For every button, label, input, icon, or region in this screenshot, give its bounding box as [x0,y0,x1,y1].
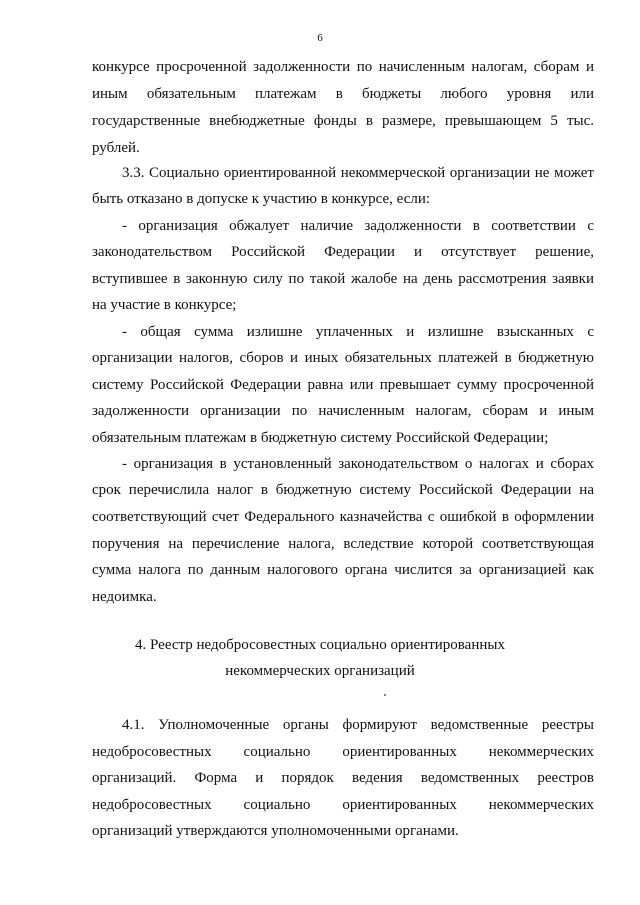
text-line: конкурсе просроченной задолженности по начисленным налогам, сборам и [92,59,594,75]
text-line: недобросовестных социально ориентированных некоммерческих [92,744,594,760]
page-number: 6 [317,32,323,44]
text-line: поручения на перечисление налога, вследствие которой соответствующая [92,536,594,552]
text-line: государственные внебюджетные фонды в размере, превышающем 5 тыс. [92,113,594,129]
text-line: - организация в установленный законодательством о налогах и сборах [122,456,594,472]
text-line: систему Российской Федерации равна или превышает сумму просроченной [92,377,594,393]
section-heading: 4. Реестр недобросовестных социально ориентированных [135,637,505,653]
text-line: недобросовестных социально ориентированных некоммерческих [92,797,594,813]
section-heading-continued: некоммерческих организаций [225,663,415,679]
text-line: законодательством Российской Федерации и отсутствует решение, [92,244,594,260]
text-line: соответствующий счет Федерального казначейства с ошибкой в оформлении [92,509,594,525]
text-line: быть отказано в допуске к участию в конкурсе, если: [92,191,431,207]
text-line: сумма налога по данным налогового органа числится за организацией как [92,562,594,578]
text-line: обязательным платежам в бюджетную систему Российской Федерации; [92,430,549,446]
text-line: 4.1. Уполномоченные органы формируют ведомственные реестры [122,717,594,733]
text-line: на участие в конкурсе; [92,297,237,313]
scan-mark [384,694,386,696]
text-line: - организация обжалует наличие задолженности в соответствии с [122,218,594,234]
text-line: недоимка. [92,589,157,605]
text-line: - общая сумма излишне уплаченных и излишне взысканных с [122,324,594,340]
text-line: 3.3. Социально ориентированной некоммерческой организации не может [122,165,594,181]
text-line: организаций утверждаются уполномоченными органами. [92,823,459,839]
text-line: организаций. Форма и порядок ведения ведомственных реестров [92,770,594,786]
text-line: задолженности организации по начисленным налогам, сборам и иным [92,403,594,419]
text-line: организации налогов, сборов и иных обязательных платежей в бюджетную [92,350,594,366]
text-line: рублей. [92,140,140,156]
text-line: иным обязательным платежам в бюджеты любого уровня или [92,86,594,102]
text-line: срок перечислила налог в бюджетную систему Российской Федерации на [92,482,594,498]
text-line: вступившее в законную силу по такой жалобе на день рассмотрения заявки [92,271,594,287]
